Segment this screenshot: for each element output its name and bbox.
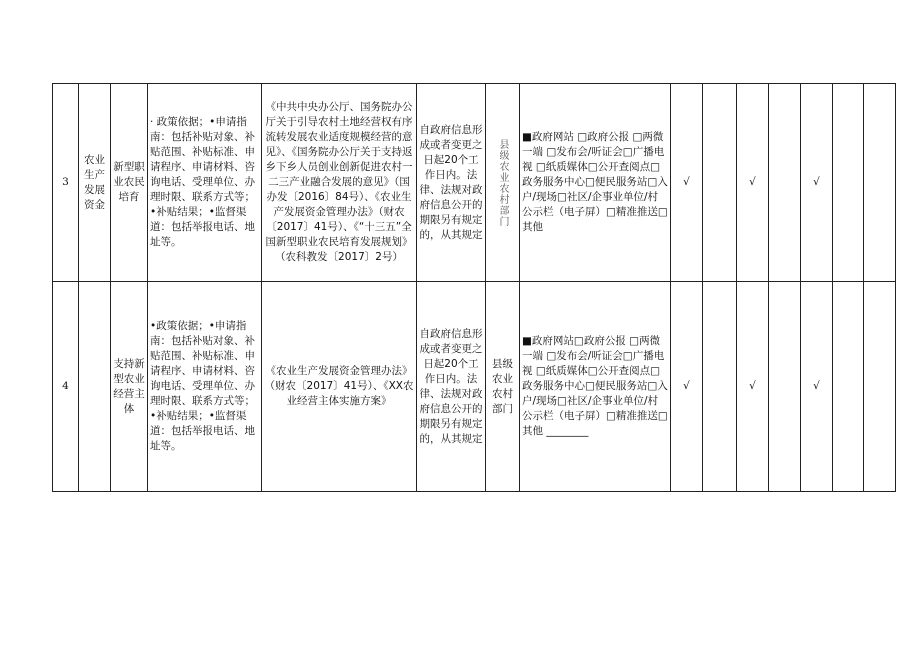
disclosure-table — [52, 83, 896, 492]
content-cell: · 政策依据；•申请指南：包括补贴对象、补贴范围、补贴标准、申请程序、申请材料、咨询电话、受理单位、办理时限、联系方式等；•补贴结果；•监督渠道：包括举报电话、地址等。 — [148, 84, 262, 282]
subcategory-cell: 新型职业农民培育 — [111, 84, 148, 282]
check-cell: √ — [671, 84, 703, 282]
channels-cell: ■政府网站□政府公报 □两微一端 □发布会/听证会□广播电视 □纸质媒体□公开查阅点□政务服务中心□便民服务站□入户/现场□社区/企事业单位/村公示栏（电子屏）□精准推送□其他 ________ — [520, 282, 671, 492]
row-number: 4 — [53, 282, 79, 492]
check-cell: √ — [737, 282, 769, 492]
check-cell: √ — [801, 282, 833, 492]
empty-cell — [864, 282, 896, 492]
category-cell: 农业生产发展资金 — [79, 84, 111, 282]
content-cell: •政策依据；•申请指南：包括补贴对象、补贴范围、补贴标准、申请程序、申请材料、咨询电话、受理单位、办理时限、联系方式等；•补贴结果；•监督渠道：包括举报电话、地址等。 — [148, 282, 262, 492]
empty-cell — [833, 84, 864, 282]
empty-cell — [833, 282, 864, 492]
time-limit-cell: 自政府信息形成或者变更之日起20个工作日内。法律、法规对政府信息公开的期限另有规定的，从其规定 — [417, 282, 486, 492]
check-cell: √ — [737, 84, 769, 282]
table-row — [53, 84, 896, 282]
check-cell: √ — [801, 84, 833, 282]
empty-cell — [703, 282, 737, 492]
channels-cell: ■政府网站 □政府公报 □两微一端 □发布会/听证会□广播电视 □纸质媒体□公开查阅点□政务服务中心□便民服务站□入户/现场□社区/企事业单位/村公示栏（电子屏）□精准推送□其他 — [520, 84, 671, 282]
basis-cell: 《中共中央办公厅、国务院办公厅关于引导农村土地经营权有序流转发展农业适度规模经营的意见》、《国务院办公厅关于支持返乡下乡人员创业创新促进农村一二三产业融合发展的意见》（国办发〔2016〕84号）、《农业生产发展资金管理办法》（财农〔2017〕41号）、《“十三五”全国新型职业农民培育发展规划》（农科教发〔2017〕2号） — [262, 84, 417, 282]
row-number: 3 — [53, 84, 79, 282]
empty-cell — [703, 84, 737, 282]
subject-text: 县级农业农村部门 — [497, 138, 508, 227]
empty-cell — [769, 282, 801, 492]
empty-cell — [769, 84, 801, 282]
check-cell: √ — [671, 282, 703, 492]
time-limit-cell: 自政府信息形成或者变更之日起20个工作日内。法律、法规对政府信息公开的期限另有规定的，从其规定 — [417, 84, 486, 282]
table-row — [53, 282, 896, 492]
subcategory-cell: 支持新型农业经营主体 — [111, 282, 148, 492]
category-cell — [79, 282, 111, 492]
subject-cell: 县级农业农村部门 — [486, 282, 520, 492]
subject-cell — [486, 84, 520, 282]
empty-cell — [864, 84, 896, 282]
basis-cell: 《农业生产发展资金管理办法》（财农〔2017〕41号）、《XX农业经营主体实施方案》 — [262, 282, 417, 492]
